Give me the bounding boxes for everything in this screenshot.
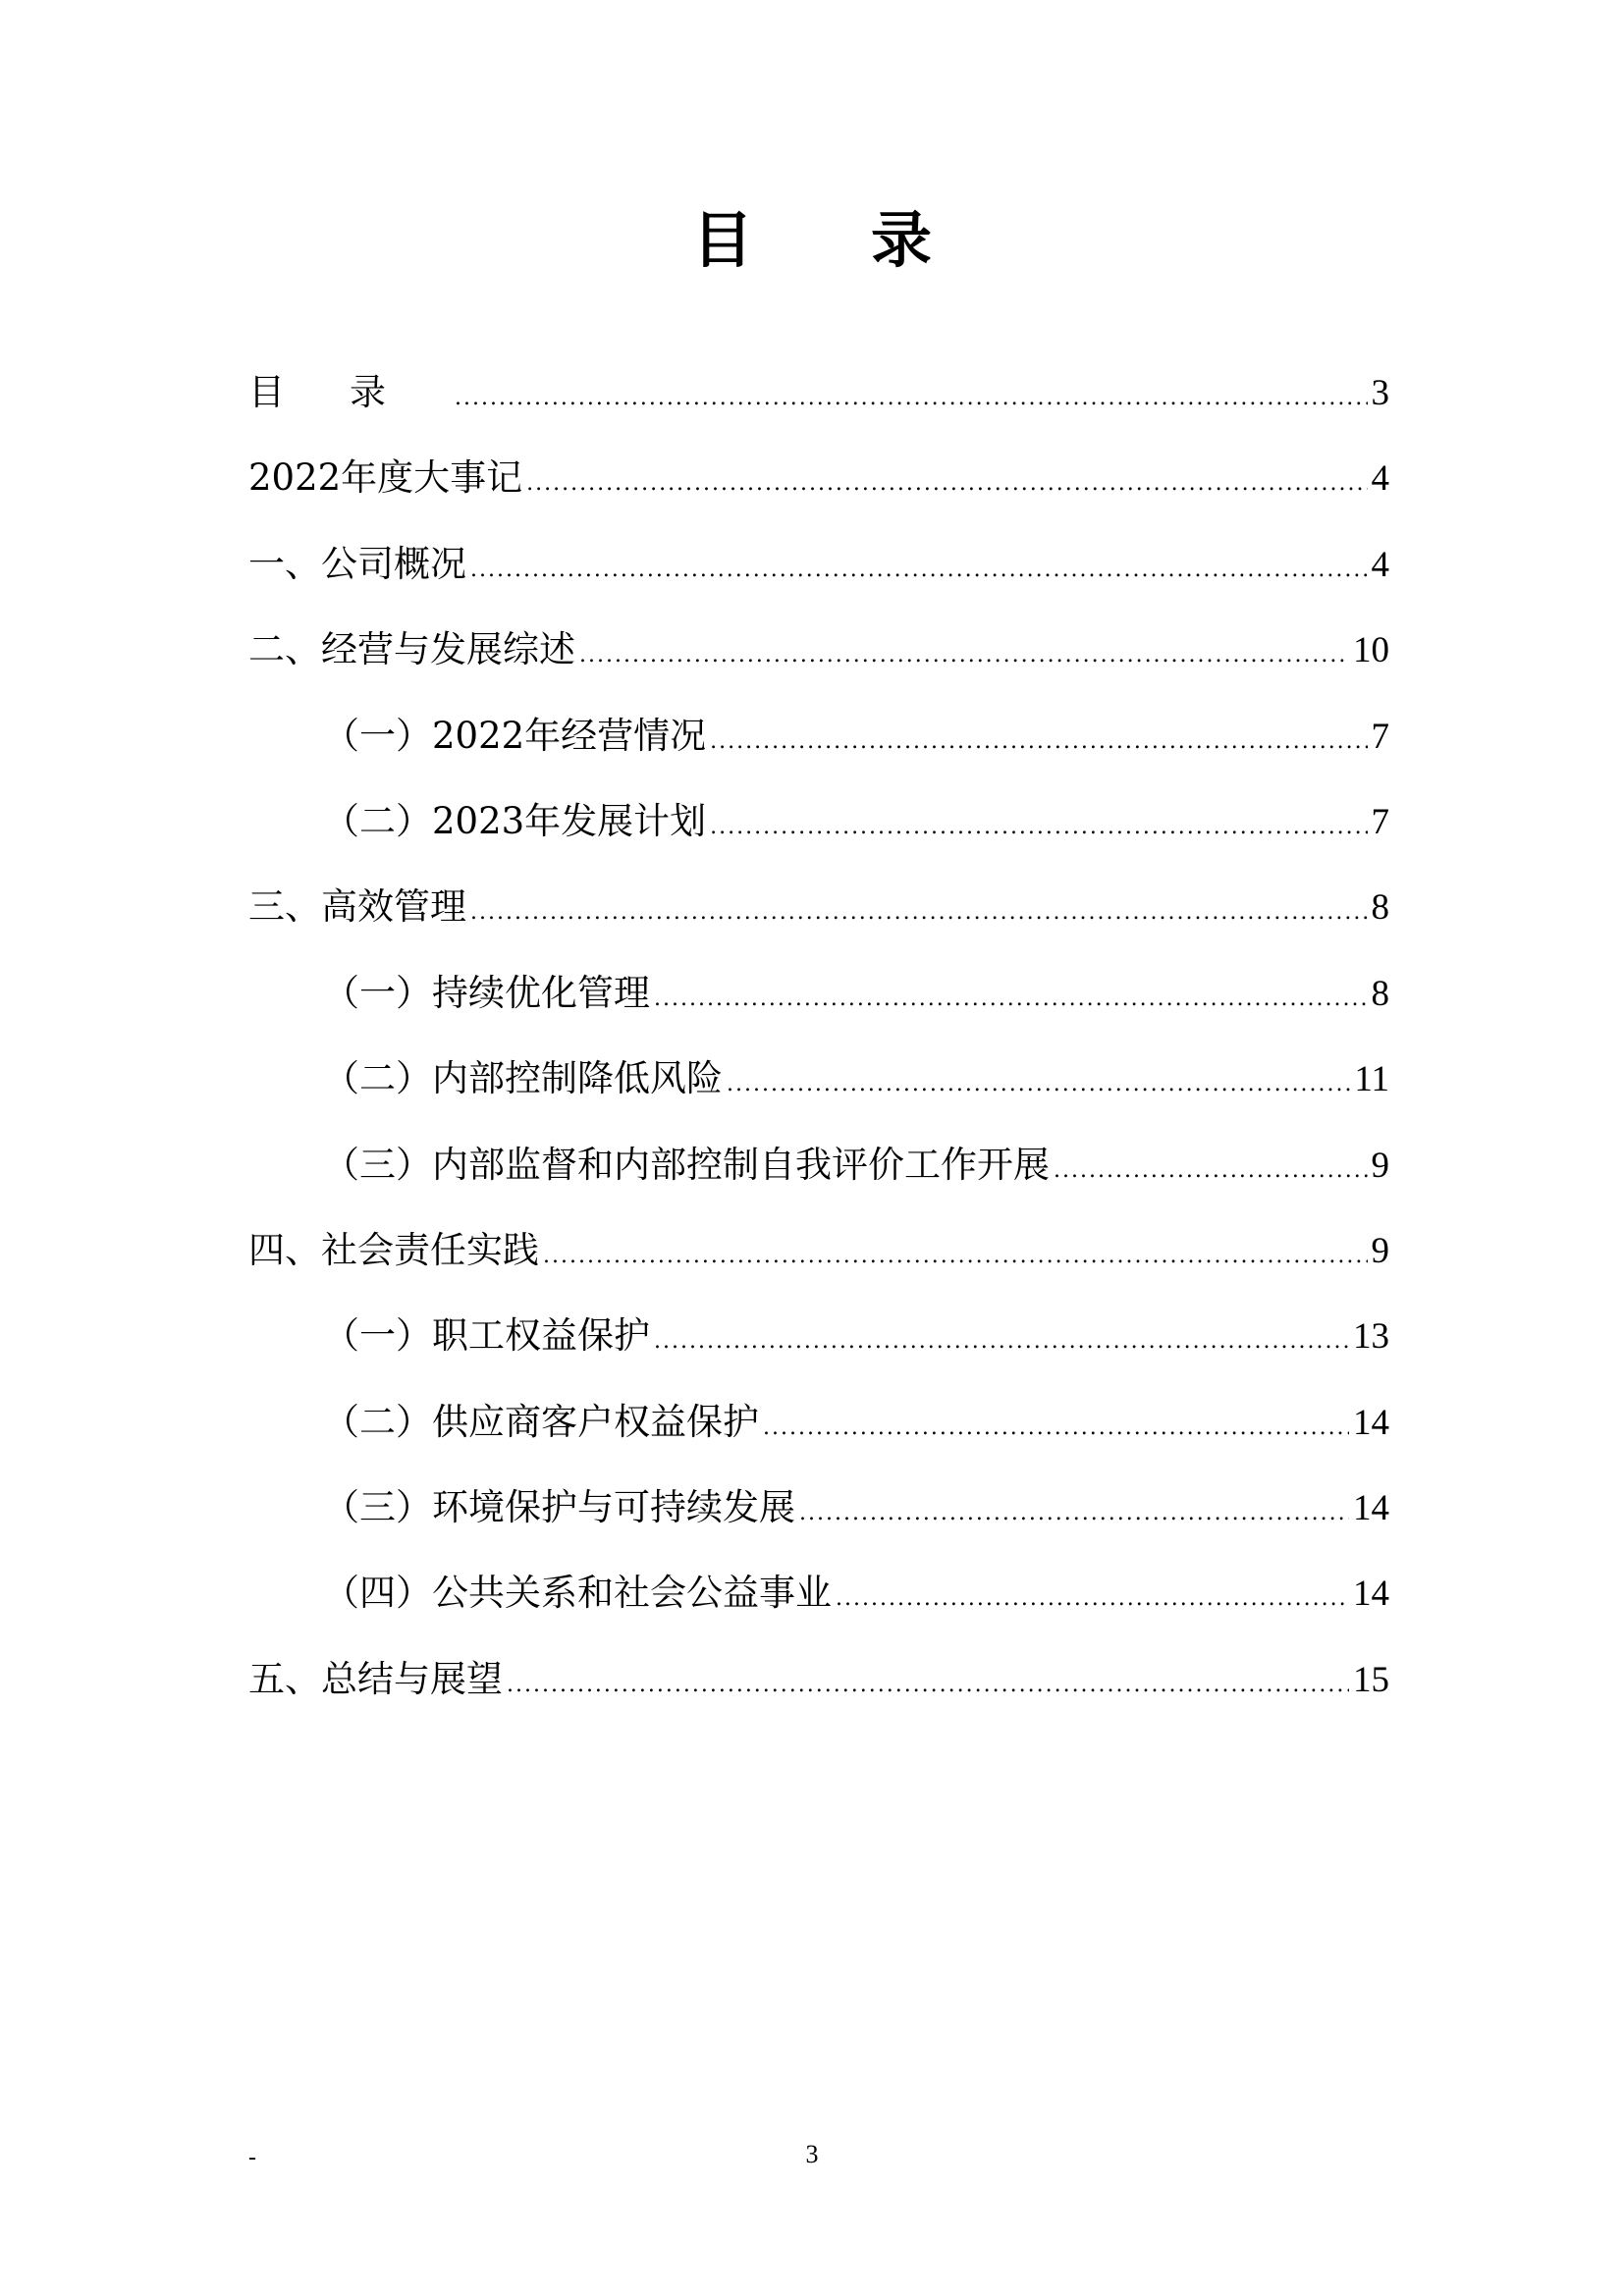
toc-entry[interactable]	[248, 363, 1389, 449]
toc-entry-label: 五、总结与展望	[248, 1657, 503, 1700]
toc-dot-leader	[470, 541, 1368, 600]
toc-dot-leader	[654, 1312, 1349, 1371]
page-title: 目录	[691, 204, 1050, 276]
toc-entry-label: （二）供应商客户权益保护	[323, 1400, 759, 1443]
toc-dot-leader	[455, 369, 1368, 428]
page-number: 3	[805, 2140, 819, 2168]
toc-entry[interactable]	[248, 449, 1389, 534]
toc-dot-leader	[543, 1227, 1368, 1286]
toc-dot-leader	[799, 1484, 1349, 1543]
toc-entry[interactable]	[248, 620, 1389, 706]
toc-dot-leader	[727, 1055, 1350, 1114]
toc-entry-page: 8	[1371, 973, 1389, 1014]
toc-entry-page: 14	[1353, 1488, 1389, 1529]
toc-entry[interactable]	[248, 1478, 1389, 1564]
toc-entry-label: 一、公司概况	[248, 542, 466, 585]
toc-entry[interactable]	[248, 707, 1389, 792]
toc-entry-label: （一）2022年经营情况	[323, 714, 707, 757]
toc-entry-label: 2022年度大事记	[248, 456, 523, 500]
toc-dot-leader	[470, 883, 1368, 942]
toc-entry-label: 目录	[248, 371, 451, 413]
toc-entry-label: （一）持续优化管理	[323, 971, 650, 1014]
toc-entry-page: 14	[1353, 1574, 1389, 1615]
toc-entry-label: （二）内部控制降低风险	[323, 1057, 723, 1100]
toc-entry-page: 7	[1371, 716, 1389, 757]
toc-entry[interactable]	[248, 1136, 1389, 1221]
toc-dot-leader	[1054, 1142, 1368, 1201]
toc-entry[interactable]	[248, 964, 1389, 1049]
toc-entry-label: 四、社会责任实践	[248, 1228, 539, 1271]
toc-entry[interactable]	[248, 1650, 1389, 1735]
toc-entry-label: （二）2023年发展计划	[323, 799, 707, 842]
toc-entry-page: 7	[1371, 801, 1389, 842]
toc-entry-page: 3	[1371, 373, 1389, 413]
toc-entry[interactable]	[248, 1393, 1389, 1478]
toc-dot-leader	[507, 1656, 1349, 1715]
toc-entry[interactable]	[248, 1307, 1389, 1392]
toc-entry-label: （一）职工权益保护	[323, 1314, 650, 1358]
toc-entry-page: 9	[1371, 1145, 1389, 1186]
toc-dot-leader	[763, 1399, 1349, 1458]
toc-dot-leader	[654, 970, 1368, 1029]
toc-entry-label: （三）内部监督和内部控制自我评价工作开展	[323, 1143, 1050, 1186]
toc-entry-page: 8	[1371, 887, 1389, 929]
toc-entry-page: 14	[1353, 1402, 1389, 1443]
toc-entry-label: （三）环境保护与可持续发展	[323, 1486, 795, 1529]
toc-entry[interactable]	[248, 878, 1389, 963]
toc-dot-leader	[836, 1570, 1349, 1629]
toc-entry-label: （四）公共关系和社会公益事业	[323, 1572, 832, 1615]
toc-entry-label: 三、高效管理	[248, 885, 466, 929]
toc-dot-leader	[710, 798, 1367, 857]
toc-entry[interactable]	[248, 1049, 1389, 1135]
toc-entry[interactable]	[248, 535, 1389, 620]
toc-entry-page: 10	[1353, 630, 1389, 671]
toc-entry-page: 9	[1371, 1230, 1389, 1271]
toc-entry-page: 13	[1353, 1316, 1389, 1358]
toc-entry-page: 11	[1354, 1059, 1389, 1100]
toc-entry[interactable]	[248, 792, 1389, 878]
footer-mark: -	[248, 2145, 256, 2170]
toc-entry[interactable]	[248, 1221, 1389, 1307]
toc-dot-leader	[579, 626, 1349, 685]
toc-entry[interactable]	[248, 1564, 1389, 1649]
toc-entry-page: 15	[1353, 1659, 1389, 1700]
toc-entry-page: 4	[1371, 544, 1389, 585]
toc-entry-label: 二、经营与发展综述	[248, 628, 575, 671]
toc-dot-leader	[526, 454, 1367, 513]
table-of-contents	[248, 363, 1389, 1735]
toc-dot-leader	[710, 713, 1367, 772]
toc-entry-page: 4	[1371, 458, 1389, 500]
